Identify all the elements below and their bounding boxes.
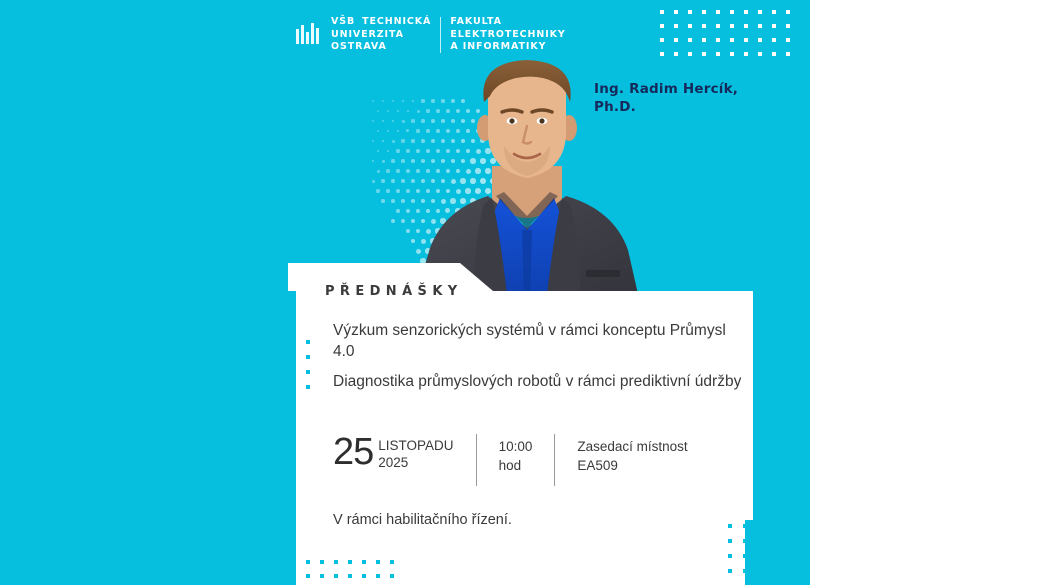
halftone-dot	[372, 100, 374, 102]
dot	[306, 355, 310, 359]
dot	[786, 38, 790, 42]
halftone-dot	[382, 160, 385, 163]
halftone-dot	[386, 169, 389, 172]
lecture-card	[288, 263, 753, 585]
event-info-row	[333, 431, 688, 486]
event-place-line2: EA509	[577, 458, 618, 473]
speaker-name: Ing. Radim Hercík, Ph.D.	[594, 81, 739, 115]
dot	[376, 574, 380, 578]
dot	[772, 38, 776, 42]
dot	[772, 10, 776, 14]
halftone-dot	[387, 150, 390, 153]
dot	[660, 52, 664, 56]
halftone-dot	[397, 110, 400, 113]
dot	[660, 24, 664, 28]
lecture-title-1: Výzkum senzorických systémů v rámci konceptu Průmysl 4.0	[333, 322, 726, 360]
event-time-unit: hod	[498, 458, 522, 473]
dot	[320, 560, 324, 564]
lecture-title-2: Diagnostika průmyslových robotů v rámci prediktivní údržby	[333, 373, 742, 390]
dot	[702, 10, 706, 14]
dot	[688, 24, 692, 28]
dot-grid-lectures	[291, 340, 315, 392]
event-day: 25	[333, 431, 374, 473]
event-month-year	[378, 434, 453, 471]
dot	[702, 24, 706, 28]
dot	[688, 10, 692, 14]
dot	[730, 24, 734, 28]
halftone-dot	[386, 189, 390, 193]
event-time-block	[477, 434, 555, 486]
halftone-dot	[377, 150, 380, 153]
halftone-dot	[396, 169, 399, 172]
logo-vsb: VŠB	[331, 16, 356, 27]
vsb-fei-logo	[296, 16, 566, 54]
logo-divider	[440, 17, 441, 53]
dot	[744, 38, 748, 42]
dot	[728, 569, 732, 573]
dot	[744, 52, 748, 56]
dot	[334, 560, 338, 564]
dot	[306, 370, 310, 374]
halftone-dot	[391, 179, 395, 183]
dot	[660, 38, 664, 42]
halftone-dot	[396, 209, 400, 213]
dot	[758, 10, 762, 14]
dot	[716, 52, 720, 56]
halftone-dot	[387, 130, 390, 133]
event-place-line1: Zasedací místnost	[577, 439, 688, 454]
logo-text-group	[331, 16, 566, 54]
halftone-dot	[372, 160, 375, 163]
dot	[730, 10, 734, 14]
logo-university-block	[331, 16, 431, 54]
halftone-dot	[377, 110, 379, 112]
halftone-dot	[372, 120, 374, 122]
dot	[702, 52, 706, 56]
dot	[660, 10, 664, 14]
event-time: 10:00	[498, 439, 533, 454]
dot	[772, 52, 776, 56]
dot	[786, 24, 790, 28]
dot	[758, 24, 762, 28]
logo-technicka: TECHNICKÁ	[362, 16, 432, 27]
background-white-panel	[810, 0, 1040, 585]
halftone-dot	[396, 149, 399, 152]
halftone-dot	[382, 100, 384, 102]
halftone-dot	[392, 100, 395, 103]
dot	[688, 38, 692, 42]
halftone-dot	[392, 120, 395, 123]
dot	[744, 10, 748, 14]
event-date-block	[333, 431, 476, 486]
halftone-dot	[376, 189, 379, 192]
dot	[786, 10, 790, 14]
event-month: LISTOPADU	[378, 438, 454, 453]
dot	[730, 52, 734, 56]
dot	[376, 560, 380, 564]
card-left-accent-rail	[288, 291, 296, 585]
dot	[390, 574, 394, 578]
dot	[743, 554, 747, 558]
dot	[730, 38, 734, 42]
dot	[306, 385, 310, 389]
dot	[306, 560, 310, 564]
dot	[728, 539, 732, 543]
dot	[306, 340, 310, 344]
halftone-dot	[387, 110, 389, 112]
dot	[688, 52, 692, 56]
dot	[348, 574, 352, 578]
halftone-dot	[381, 179, 384, 182]
logo-fakulta: FAKULTA	[450, 16, 502, 27]
card-heading: PŘEDNÁŠKY	[325, 284, 463, 299]
dot	[291, 385, 295, 389]
dot	[291, 355, 295, 359]
dot	[786, 52, 790, 56]
dot	[716, 38, 720, 42]
dot	[674, 10, 678, 14]
logo-ostrava: OSTRAVA	[331, 41, 387, 53]
halftone-dot	[391, 159, 394, 162]
dot	[743, 539, 747, 543]
halftone-dot	[372, 140, 375, 143]
dot	[674, 24, 678, 28]
halftone-dot	[397, 130, 400, 133]
dot	[702, 38, 706, 42]
vsb-bars-mark-icon	[296, 23, 322, 53]
halftone-dot	[391, 219, 395, 223]
dot	[306, 574, 310, 578]
halftone-dot	[391, 199, 395, 203]
halftone-dot	[392, 140, 395, 143]
halftone-dot	[381, 199, 385, 203]
dot	[743, 569, 747, 573]
dot	[291, 370, 295, 374]
dot	[758, 52, 762, 56]
dot	[728, 524, 732, 528]
dot	[744, 24, 748, 28]
dot-grid-bottom-right	[728, 524, 750, 580]
logo-faculty-block	[450, 16, 565, 54]
dot	[674, 52, 678, 56]
dot-grid-bottom-left	[292, 560, 402, 582]
dot	[390, 560, 394, 564]
dot	[728, 554, 732, 558]
dot	[716, 24, 720, 28]
dot-grid-top-right	[660, 10, 800, 58]
halftone-dot	[382, 120, 385, 123]
card-note: V rámci habilitačního řízení.	[333, 512, 512, 528]
logo-informatiky: A INFORMATIKY	[450, 41, 547, 53]
halftone-dot	[372, 180, 375, 183]
dot	[362, 560, 366, 564]
logo-elektrotechniky: ELEKTROTECHNIKY	[450, 28, 566, 40]
halftone-dot	[382, 140, 385, 143]
logo-univerzita: UNIVERZITA	[331, 28, 404, 40]
halftone-dot	[377, 130, 379, 132]
dot	[758, 38, 762, 42]
dot	[674, 38, 678, 42]
dot	[334, 574, 338, 578]
dot	[743, 524, 747, 528]
dot	[292, 574, 296, 578]
dot	[772, 24, 776, 28]
dot	[320, 574, 324, 578]
dot	[348, 560, 352, 564]
dot	[362, 574, 366, 578]
halftone-dot	[377, 170, 380, 173]
dot	[291, 340, 295, 344]
dot	[292, 560, 296, 564]
dot	[716, 10, 720, 14]
halftone-dot	[396, 189, 400, 193]
event-year: 2025	[378, 455, 409, 470]
event-place-block	[555, 434, 687, 486]
